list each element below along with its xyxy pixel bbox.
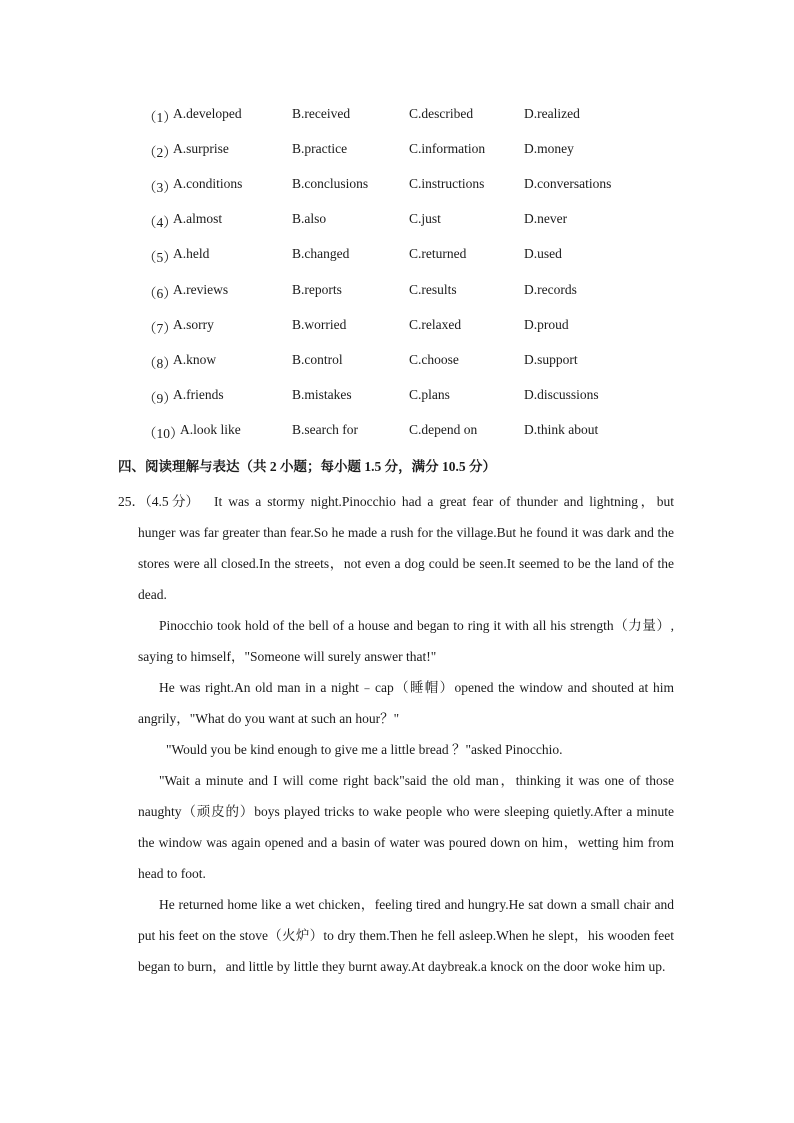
- option-a: A.sorry: [173, 317, 214, 332]
- option-c: C.choose: [409, 352, 459, 367]
- option-b: B.also: [292, 211, 327, 226]
- option-row: [0, 352, 794, 372]
- question-number: 25．（4.5 分）: [118, 494, 199, 509]
- option-a: A.surprise: [173, 141, 229, 156]
- passage-paragraph-4: "Would you be kind enough to give me a little bread ？"asked Pinocchio.: [166, 742, 563, 757]
- option-b: B.control: [292, 352, 343, 367]
- option-b: B.received: [292, 106, 351, 121]
- option-number: （9）: [143, 391, 177, 406]
- passage-paragraph-3: He was right.An old man in a night﹣cap（睡帽）opened the window and shouted at him angrily，"What do you want at such an hour？": [138, 680, 674, 726]
- option-c: C.relaxed: [409, 317, 462, 332]
- option-d: D.used: [524, 246, 562, 261]
- option-c: C.instructions: [409, 176, 485, 191]
- option-b: B.worried: [292, 317, 347, 332]
- option-c: C.returned: [409, 246, 467, 261]
- option-row: [0, 211, 794, 231]
- option-a: A.reviews: [173, 282, 229, 297]
- option-b: B.search for: [292, 422, 358, 437]
- option-d: D.records: [524, 282, 577, 297]
- reading-passage: [138, 486, 674, 982]
- option-row: [0, 106, 794, 126]
- option-number: （7）: [143, 321, 177, 336]
- option-row: [0, 317, 794, 337]
- option-c: C.just: [409, 211, 441, 226]
- option-row: [0, 422, 794, 442]
- option-d: D.realized: [524, 106, 580, 121]
- option-row: [0, 387, 794, 407]
- option-c: C.information: [409, 141, 486, 156]
- option-number: （3）: [143, 180, 177, 195]
- option-d: D.support: [524, 352, 578, 367]
- option-b: B.reports: [292, 282, 342, 297]
- option-d: D.never: [524, 211, 568, 226]
- passage-paragraph-1: It was a stormy night.Pinocchio had a great fear of thunder and lightning，but hunger was far greater than fear.So he made a rush for the village.But he found it was dark and the stores were all closed.In the streets，not even a dog could be seen.It seemed to be the land of the dead.: [138, 494, 674, 602]
- option-b: B.changed: [292, 246, 350, 261]
- passage-paragraph-6: He returned home like a wet chicken，feeling tired and hungry.He sat down a small chair and put his feet on the stove（火炉）to dry them.Then he fell asleep.When he slept，his wooden feet began to burn，and little by little they burnt away.At daybreak.a knock on the door woke him up.: [138, 897, 674, 974]
- option-d: D.discussions: [524, 387, 599, 402]
- option-a: A.almost: [173, 211, 223, 226]
- option-a: A.conditions: [173, 176, 243, 191]
- option-c: C.results: [409, 282, 457, 297]
- option-b: B.conclusions: [292, 176, 369, 191]
- option-number: （5）: [143, 250, 177, 265]
- option-c: C.plans: [409, 387, 450, 402]
- option-number: （10）: [143, 426, 184, 441]
- option-number: （2）: [143, 145, 177, 160]
- option-number: （6）: [143, 286, 177, 301]
- option-c: C.described: [409, 106, 474, 121]
- passage-paragraph-2: Pinocchio took hold of the bell of a house and began to ring it with all his strength（力量）, saying to himself，"Someone will surely answer that!": [138, 618, 674, 664]
- section-heading: 四、阅读理解与表达（共 2 小题；每小题 1.5 分，满分 10.5 分）: [118, 459, 496, 474]
- option-row: [0, 246, 794, 266]
- option-a: A.held: [173, 246, 210, 261]
- option-row: [0, 176, 794, 196]
- option-a: A.know: [173, 352, 217, 367]
- option-b: B.practice: [292, 141, 348, 156]
- option-d: D.money: [524, 141, 574, 156]
- option-a: A.developed: [173, 106, 242, 121]
- option-b: B.mistakes: [292, 387, 352, 402]
- option-number: （4）: [143, 215, 177, 230]
- option-number: （8）: [143, 356, 177, 371]
- option-d: D.think about: [524, 422, 599, 437]
- option-row: [0, 141, 794, 161]
- option-d: D.conversations: [524, 176, 612, 191]
- option-c: C.depend on: [409, 422, 478, 437]
- option-d: D.proud: [524, 317, 569, 332]
- option-a: A.friends: [173, 387, 224, 402]
- option-row: [0, 282, 794, 302]
- passage-paragraph-5: "Wait a minute and I will come right back"said the old man，thinking it was one of those naughty（顽皮的）boys played tricks to wake people who were sleeping quietly.After a minute the window was again opened and a basin of water was poured down on him，wetting him from head to foot.: [138, 773, 674, 881]
- option-a: A.look like: [180, 422, 241, 437]
- option-number: （1）: [143, 110, 177, 125]
